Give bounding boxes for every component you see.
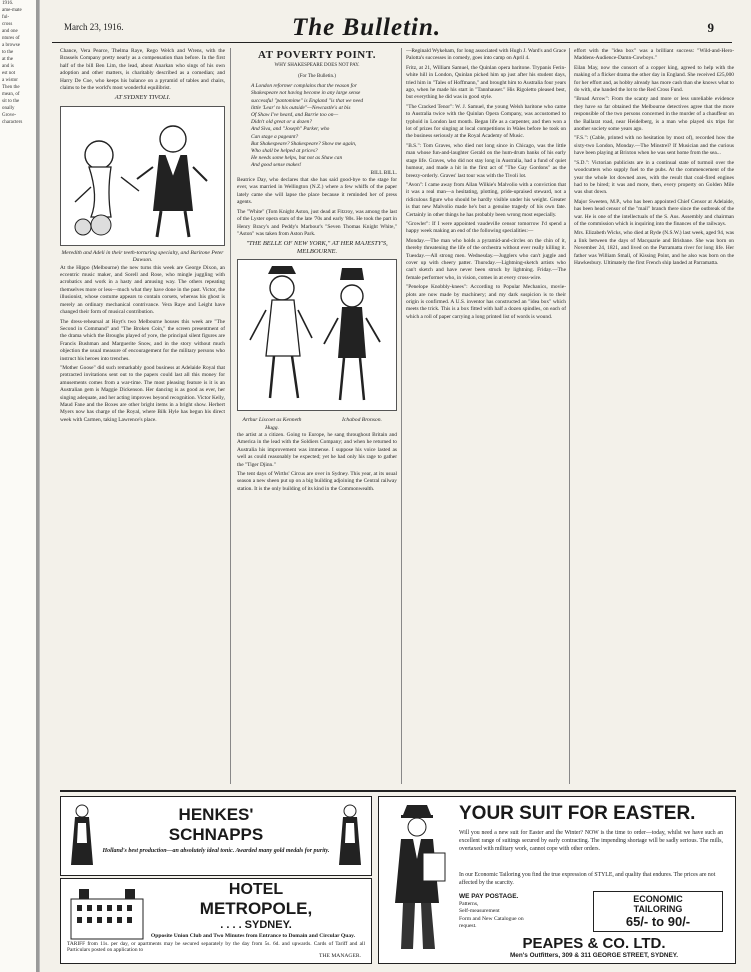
- article-paragraph: The tent days of Wirths' Circus are over in Sydney. This year, at its usual season a new sheen put up on a big building adjoining the Central railway station. It is the only building of its kind in the Commonwealth.: [237, 470, 397, 492]
- article-paragraph: "B.S.": Tom Graves, who died not long since in Chicago, was the little man whose fun-and-laughter Gerald on the hum-drum banks of his early stage life. Graves, who did not stay long in Australia, had a fund of quiet humour, and made a hit in the first act of "The Gay Gordons" as the breezy-orderly. Graves' last tour was with the Tivoli lot.: [406, 142, 566, 179]
- cartoon-captions: [237, 415, 397, 432]
- peapes-price: 65/- to 90/-: [625, 914, 691, 929]
- article-paragraph: "Avon": I came away from Allan Wilkie's Malvolio with a conviction that it was a real man—a hesitating, plotting, pride-upraised steward, not a ridiculous figure who should be hardly visible under his weight. Greater is that new Malvolio made he's but a genuine tragedy of his own fate. Certainly in other things he has probably been wrong most especially.: [406, 181, 566, 218]
- henkes-woman-figure-icon: [337, 803, 363, 869]
- peapes-address: Men's Outfitters, 309 & 311 GEORGE STREET, SYDNEY.: [509, 952, 679, 959]
- article-paragraph: Major Sweeten, M.P., who has been appointed Chief Censor at Adelaide, has been head censor of the "mail" branch there since the outbreak of the war. He is one of the intellectuals of the S. Aus. Assembly and chairman of the commission which is inquiring into the finances of the railways.: [574, 198, 734, 227]
- spine-fragment: Then the: [2, 85, 20, 90]
- issue-date: March 23, 1916.: [64, 22, 124, 32]
- spine-fragment: cross: [2, 22, 13, 27]
- article-paragraph: effort with the "idea box" was a brilliant success: "Wild-and-Hero-Maddens-Audience-Damn-Cowboys.": [574, 48, 734, 62]
- peapes-easter-suit-ad: [378, 796, 736, 964]
- peapes-headline: YOUR SUIT FOR EASTER.: [459, 803, 696, 824]
- section-title: AT POVERTY POINT.: [257, 49, 377, 61]
- poem-signoff: BILL BILL.: [370, 169, 397, 176]
- spine-fragment: Grove-: [2, 113, 17, 118]
- poem-line: Didn't old great or a dozen?: [251, 119, 312, 126]
- article-paragraph: The dress-rehearsal at Hoyt's two Melbourne houses this week are "The Second in Command" and "The Broken Coin," the screen presentment of the drama which the Broughs played of yore, the principal silent figures are Francis Bushman and Marguerite Snow, and in the story without much objection the usual measure of encouragement for the military persons who instruct his heroes into trenches.: [60, 318, 225, 362]
- spine-fragment: a browse: [2, 43, 20, 48]
- article-paragraph: "Penelope Knobbly-knees": According to Popular Mechanics, movie-plots are now made by machinery; and my dark suspicion is to their origin is confirmed. A U.S. inventor has constructed an "idea box" which meets the trick. This is a box fitted with half a dozen spindles, on each of which a roll of paper carrying a long printed list of words is wound.: [406, 284, 566, 320]
- poem: [237, 83, 397, 169]
- spine-fragment: at the: [2, 57, 13, 62]
- spine-fragment: a wistor: [2, 78, 18, 83]
- hotel-manager: THE MANAGER.: [319, 953, 361, 959]
- hotel-description: Opposite Union Club and Two Minutes from Entrance to Domain and Circular Quay.: [150, 933, 356, 939]
- peapes-company: PEAPES & CO. LTD.: [522, 935, 666, 952]
- binding-gutter: [36, 0, 39, 972]
- cartoon-title: AT SYDNEY TIVOLI.: [114, 94, 171, 102]
- peapes-man-figure-icon: [387, 803, 449, 955]
- peapes-econ-line2: TAILORING: [633, 904, 683, 914]
- henkes-schnapps-ad: [60, 796, 372, 876]
- page-header: [52, 14, 732, 43]
- peapes-body: Will you need a new suit for Easter and the Winter? NOW is the time to order—today, whilst we have such an excellent range of suitings secured by early contracting. The impending shortage will be sadly serious. The mills, overtaxed with military work, cannot cope with other orders.: [459, 830, 723, 852]
- poem-line: Can stage a pageant?: [251, 133, 299, 140]
- poem-line: Who shall be helped at prices?: [251, 148, 318, 155]
- hotel-city: . . . . SYDNEY.: [220, 919, 292, 931]
- cartoon-caption: Ichabod Bronson.: [342, 417, 382, 424]
- tivoli-cartoon-drawing: [61, 107, 224, 245]
- poem-source: (For The Bulletin.): [298, 73, 336, 79]
- cartoon-title: "THE BELLE OF NEW YORK," AT HER MAJESTY'S, MELBOURNE.: [246, 240, 388, 255]
- article-paragraph: Eilan May, now the consort of a copper king, agreed to help with the making of a flicker drama the other day in England. She received £25,000 for her effort and, as hobby already has more cash than she knows what to do with, she handed the lot to the Red Cross Fund.: [574, 64, 734, 94]
- column-rule: [569, 48, 570, 784]
- spine-fragment: ful-: [2, 15, 10, 20]
- adjacent-page-fragment: [0, 0, 40, 972]
- column-rule: [401, 48, 402, 784]
- spine-fragment: est not: [2, 71, 16, 76]
- peapes-postage-block: [459, 893, 579, 931]
- article-paragraph: "Broad Arrow": From the scanty and more or less unreliable evidence they have so far obtained the Melbourne detectives agree that the more responsible of the two persons concerned in the murder of a chauffeur on the Ballarat road, near Heidelberg, is a man who played six trips for another society some years ago.: [574, 96, 734, 133]
- spine-fragment: and one: [2, 29, 18, 34]
- article-paragraph: "The Cracked Tenor": W. J. Samuel, the young Welsh baritone who came to Australia twice with the Quinlan Opera Company, was accustomed to typhoid in London last month. Began life as a carpenter, and then won a lot of prizes for singing at local competitions in Wales before he took on the business seriously at the Royal Academy of Music.: [406, 103, 566, 140]
- article-paragraph: the artist at a citizen. Going to Europe, he sang throughout Britain and America in the lead with the Soldiers Company; and when he returned to Australia his improvement was immense. I suppose his voice lasted as well as could reasonably be expected; yet he had only his rage to gather the "Tiger Djinn.": [237, 431, 397, 468]
- peapes-postage-item: request.: [459, 923, 477, 929]
- hotel-tariff: TARIFF from 11s. per day, or apartments may be secured separately by the day from 5s. 6d. and upwards. Cards of Tariff and all Particulars posted on application to: [67, 941, 365, 953]
- column-3: [406, 48, 566, 784]
- poem-line: And Siva, and "Joseph" Parker, who: [251, 126, 330, 133]
- tivoli-cartoon-icon: [60, 106, 225, 246]
- spine-fragment: 1916.: [2, 1, 14, 6]
- spine-fragment: onally: [2, 106, 15, 111]
- article-paragraph: Monday.—The man who holds a pyramid-and-circles on the chin of it, thereby threatening the life of the orchestra without ever really killing it. Tuesday.—All strong men. Wednesday.—Jugglers who can't juggle and cover up with cheery patter. Thursday.—Lightning-sketch artists who can't sketch and have never been struck by lightning. Friday.—The female performer who, in vision, comes in at every cross-wire.: [406, 237, 566, 281]
- article-paragraph: —Reginald Wykeham, for long associated with Hugh J. Ward's and Grace Palotta's successes in comedy, goes into camp on April 4.: [406, 48, 566, 62]
- article-paragraph: Beatrice Day, who declares that she has said good-bye to the stage for ever, was married in Wellington (N.Z.) where a few whiffs of the paper lately came she will lapse the place because it reminded her of press agents.: [237, 177, 397, 206]
- hotel-name: HOTEL: [228, 881, 284, 898]
- peapes-postage-label: WE PAY POSTAGE.: [459, 893, 519, 900]
- spine-fragment: sit to the: [2, 99, 20, 104]
- poem-line: little 'Lear' to his outside"—Newcastle's at bis: [251, 104, 351, 111]
- poem-line: And good sense makes!: [251, 162, 302, 169]
- spine-fragment: mean, of: [2, 92, 20, 97]
- poem-line: successful "pantomime" is England "is that we need: [251, 97, 364, 104]
- article-paragraph: Fritz, at 21, William Samuel, the Quinlan opera baritone. Trypanis Ferin-white hill in London, Quinlan picked him up just after his student days, tried him in "Tales of Hoffmann," and brought him to Australia four years ago, when he made his start in "Tannhauser." His Rigoletto pleased best, but everything he did was in good style.: [406, 64, 566, 101]
- spine-fragment: characters: [2, 120, 23, 125]
- henkes-brand: HENKES': [178, 805, 254, 824]
- hotel-metropole-ad: [60, 878, 372, 964]
- article-paragraph: "S.D.": Victorian publicists are in a continual state of turmoil over the woodcutters who supply fuel to the pubs. At the commencement of the year the whole lot downed axes, with the result that coal-fired engines had to be hired; it was and more, then, every property on Golden Mile was shut down.: [574, 159, 734, 196]
- hotel-building-icon: [69, 887, 145, 941]
- column-rule: [230, 48, 231, 784]
- poem-title: WHY SHAKESPEARE DOES NOT PAY.: [274, 63, 360, 69]
- poem-line: Shakespeare not having become in any large sense: [251, 90, 361, 97]
- article-paragraph: "Growler": If I were appointed vaudeville censor tomorrow I'd spend a happy week making an end of the following specialities:—: [406, 220, 566, 235]
- spine-fragment: and is: [2, 64, 14, 69]
- peapes-postage-item: Patterns,: [459, 900, 479, 907]
- column-4: [574, 48, 734, 784]
- peapes-postage-item: Form and New Catalogue on: [459, 915, 524, 922]
- peapes-body-2: In our Economic Tailoring you find the true expression of STYLE, and quality that endures. The prices are not affected by the scarcity.: [459, 872, 716, 886]
- poem-line: A London reformer complains that the reason for: [251, 83, 357, 90]
- article-paragraph: "Mother Goose" did such remarkably good business at Adelaide Royal that protracted invitations sent out to the papers could last all this money for amusements comes from a war-time. The most pleasing feature is it is an Australian gem is Maggie Dickenson. Her dancing is as good as ever, her singing adequate, and her acting improves beyond recognition. Victor Kelly, Maud Fane and the Boxes are other bright items in a bright show. Herbert Myers now has charge of the Royal, where Bilk Hyle has begun his direct week with Carmen, taking Lawrence's place.: [60, 364, 225, 423]
- cartoon-caption: Arthur Liscoet as Kenneth Hugg.: [242, 417, 302, 431]
- belle-cartoon-drawing: [238, 260, 396, 410]
- column-2: [237, 48, 397, 784]
- article-paragraph: Mrs. Elizabeth Wicks, who died at Ryde (N.S.W.) last week, aged 94, was a link between the days of Macquarie and Brisbane. She was born on November 24, 1821, and lived on the Parramatta river for long life. Her father was William Small, of Kissing Point, and he also was born on the Hawkesbury. Ultimately the first French ship landed at Parramatta.: [574, 230, 734, 266]
- peapes-econ-line1: ECONOMIC: [633, 894, 683, 904]
- article-paragraph: Chance, Vera Pearce, Thelma Raye, Rego Welch and Wrens, with the Brassels Company pretty nearly as a compensation than before. In the first half of the bill Ben Lim, the lead, about Anarkan who sings of his own adoption and other matters, is charitably described as a comedian; and Harry De Coe, who keeps his balance on a pyramid of tables and chairs, claims to be the world's most wonderful equilibrist.: [60, 48, 225, 92]
- cartoon-caption: Meredith and Adeli in their teeth-torturing specialty, and Baritone Peter Dawson.: [61, 249, 224, 264]
- bulletin-masthead-icon: The Bulletin.: [292, 14, 442, 41]
- belle-new-york-cartoon-icon: [237, 259, 397, 411]
- advertisement-row: [60, 790, 736, 964]
- poem-line: But Shakespeare? Shakespeare? Show me again,: [251, 140, 357, 147]
- spine-fragment: to the: [2, 50, 14, 55]
- article-paragraph: "F.S.": (Cable, printed with no hesitation by most of), recorded how the sixty-two London, Monday.—The Minstrel? If Musician and the curious have been playing at Brixton when he was sent home from the sea...: [574, 135, 734, 157]
- henkes-tagline: Holland's best production—an absolutely ideal tonic. Awarded many gold medals for purity.: [102, 848, 330, 854]
- poem-line: He needs some helps, but not as Shaw can: [251, 155, 343, 162]
- poem-line: Of Shaw I've heard, and Barrie too on—: [251, 112, 339, 119]
- column-1: [60, 48, 225, 784]
- page-number: 9: [707, 20, 714, 35]
- spine-fragment: ame-mate: [2, 8, 22, 13]
- article-paragraph: At the Hippo (Melbourne) the new turns this week are George Dixon, an eccentric music maker, and Sorell and Rose, who mingle juggling with acrobatics and work in a hasty and amusing way. The others repeating themselves more or less—much what they have done in the past. Victor, the illusionist, whose costume appears to contain corsets, whereas his ghost is merely an ordinary mechanical contrivance. Vera Raye and Leight have changed their form of musical contribution.: [60, 264, 225, 316]
- peapes-postage-item: Self-measurement: [459, 908, 500, 914]
- henkes-product: SCHNAPPS: [168, 825, 264, 844]
- article-paragraph: The "White" (Tom Knight Aston, just dead at Fitzroy, was among the last of the Lyster opera stars of the late '70s and early '80s. He took the part in Henry Bracy's and Peddy's Marbour's "Seven Thomas Knight White," "Aston" was taken from Aston Park.: [237, 208, 397, 237]
- spine-fragment: ntures of: [2, 36, 20, 41]
- hotel-name-line2: METROPOLE,: [199, 899, 313, 918]
- henkes-woman-figure-icon: [69, 803, 95, 869]
- peapes-price-box: [593, 891, 723, 932]
